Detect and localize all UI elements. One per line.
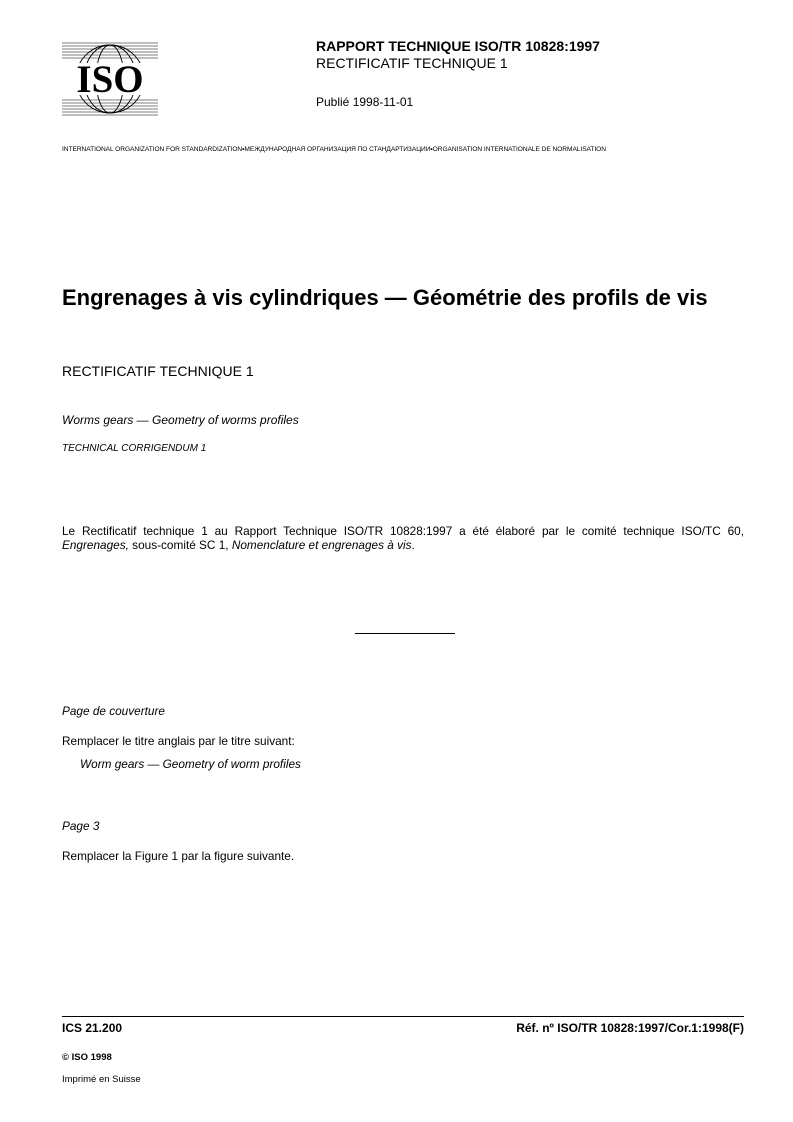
report-designation: RAPPORT TECHNIQUE ISO/TR 10828:1997	[316, 38, 600, 54]
correction-2-heading: Page 3	[62, 819, 100, 833]
document-title: Engrenages à vis cylindriques — Géométrie des profils de vis	[62, 285, 708, 310]
reference-number: Réf. nº ISO/TR 10828:1997/Cor.1:1998(F)	[516, 1021, 744, 1035]
english-title: Worms gears — Geometry of worms profiles	[62, 413, 299, 427]
correction-2-text: Remplacer la Figure 1 par la figure suivante.	[62, 849, 295, 863]
correction-1-heading: Page de couverture	[62, 704, 165, 718]
iso-logo-text: ISO	[76, 58, 144, 101]
org-name-fr: ORGANISATION INTERNATIONALE DE NORMALISATION	[432, 146, 606, 153]
copyright: © ISO 1998	[62, 1052, 112, 1063]
printed-in: Imprimé en Suisse	[62, 1074, 141, 1085]
correction-1-new-title: Worm gears — Geometry of worm profiles	[80, 757, 301, 771]
ics-code: ICS 21.200	[62, 1021, 123, 1035]
org-name-en: INTERNATIONAL ORGANIZATION FOR STANDARDIZATION	[62, 146, 243, 153]
iso-logo	[62, 40, 158, 118]
organization-line	[62, 146, 752, 153]
publication-date: Publié 1998-11-01	[316, 95, 414, 109]
org-separator: •	[430, 146, 433, 153]
corrigendum-label: RECTIFICATIF TECHNIQUE 1	[316, 55, 508, 71]
footer-rule	[62, 1016, 744, 1017]
org-separator: •	[242, 146, 245, 153]
org-name-ru: МЕЖДУНАРОДНАЯ ОРГАНИЗАЦИЯ ПО СТАНДАРТИЗАЦИИ	[244, 146, 431, 153]
correction-1-text: Remplacer le titre anglais par le titre suivant:	[62, 734, 295, 748]
document-subtitle: RECTIFICATIF TECHNIQUE 1	[62, 363, 254, 379]
english-subtitle: TECHNICAL CORRIGENDUM 1	[62, 443, 207, 454]
section-divider	[355, 633, 455, 634]
intro-paragraph: Le Rectificatif technique 1 au Rapport Technique ISO/TR 10828:1997 a été élaboré par le comité technique ISO/TC 60, Engrenages, sous-comité SC 1, Nomenclature et engrenages à vis.	[62, 524, 744, 552]
